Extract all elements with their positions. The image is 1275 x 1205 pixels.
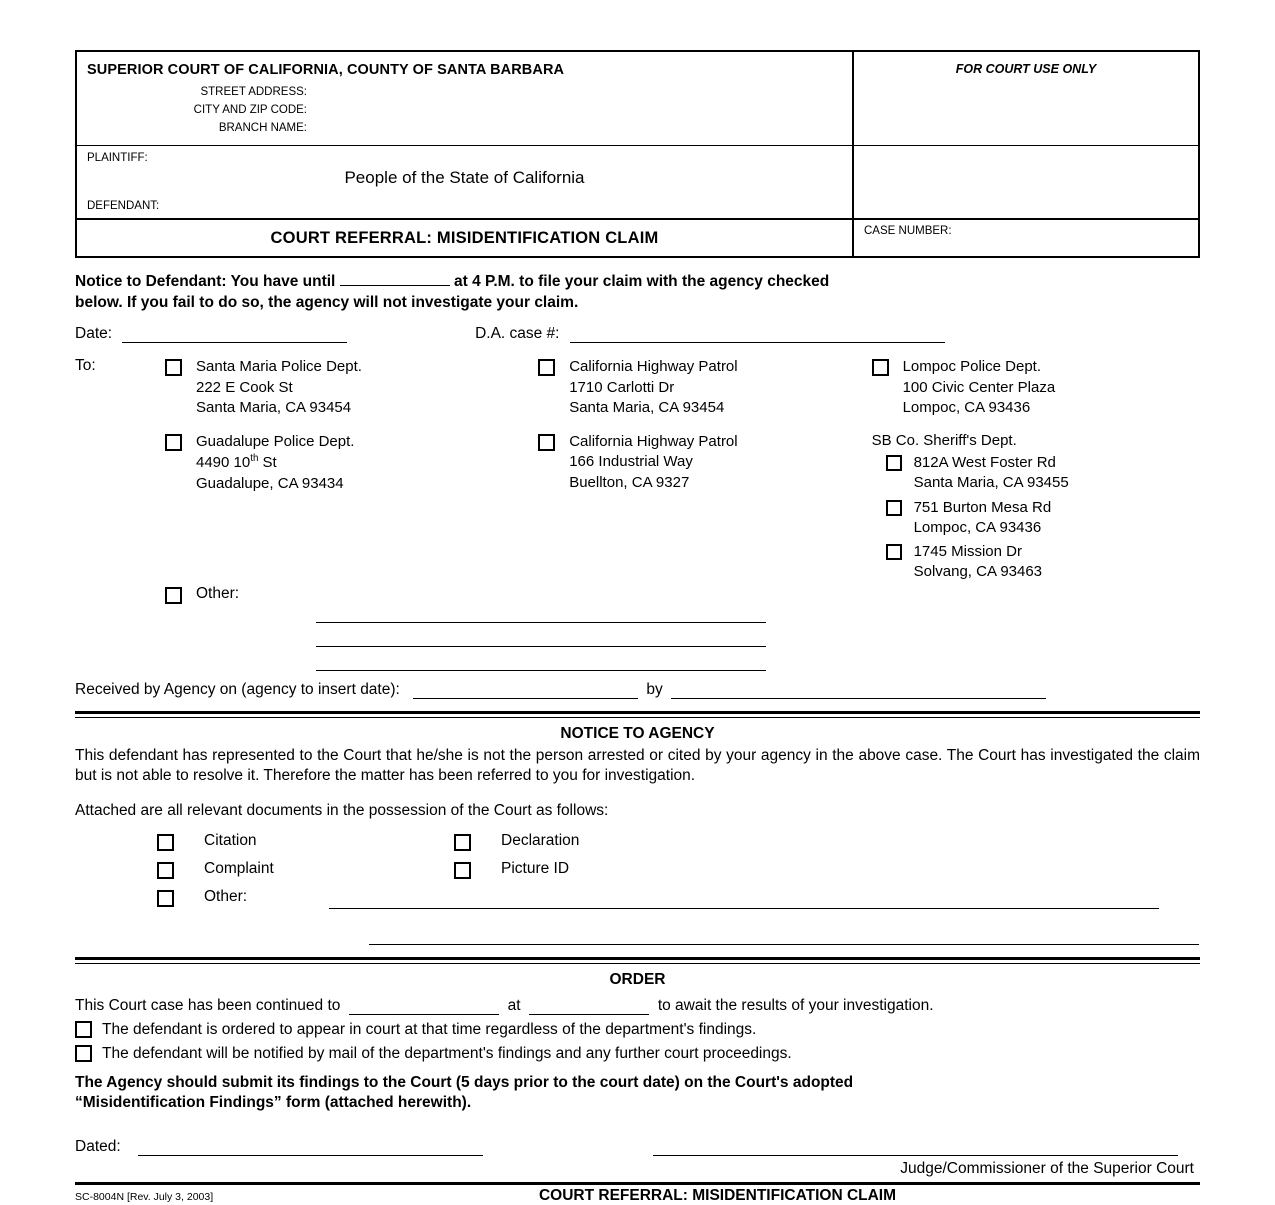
street-address-label: STREET ADDRESS: xyxy=(200,86,307,98)
defendant-label: DEFENDANT: xyxy=(87,200,160,213)
checkbox-guadalupe-pd[interactable] xyxy=(165,434,182,451)
notice-line1-a: Notice to Defendant: You have until xyxy=(75,273,336,291)
judge-signature-line[interactable] xyxy=(653,1154,1178,1156)
agency-option-chp-buellton[interactable] xyxy=(538,432,871,493)
city-zip-label: CITY AND ZIP CODE: xyxy=(193,103,307,116)
plaintiff-label: PLAINTIFF: xyxy=(87,152,148,165)
date-input-blank[interactable] xyxy=(122,342,347,343)
checkbox-attachment-other[interactable] xyxy=(157,890,174,907)
checkbox-chp-buellton[interactable] xyxy=(538,434,555,451)
attachment-label-complaint: Complaint xyxy=(204,859,274,877)
agency-column-1 xyxy=(165,357,538,586)
dated-blank[interactable] xyxy=(138,1155,483,1156)
attachment-label-citation: Citation xyxy=(204,831,257,849)
agency-findings-note xyxy=(75,1073,1200,1114)
attachments-list xyxy=(157,832,1200,945)
agency-columns xyxy=(165,357,1200,586)
received-by-label: by xyxy=(646,680,663,698)
agency-option-chp-santa-maria[interactable] xyxy=(538,357,871,418)
judge-label: Judge/Commissioner of the Superior Court xyxy=(900,1159,1194,1177)
branch-name-label: BRANCH NAME: xyxy=(218,121,307,134)
court-identity-block xyxy=(77,52,854,145)
agency-other-row[interactable] xyxy=(165,585,1200,671)
agency-text xyxy=(569,432,737,493)
agency-address-2: Lompoc, CA 93436 xyxy=(902,398,1031,416)
agency-address-2: Santa Maria, CA 93454 xyxy=(569,398,725,416)
sheriff-department-heading: SB Co. Sheriff's Dept. xyxy=(871,432,1017,450)
agency-address-2: Santa Maria, CA 93454 xyxy=(196,398,352,416)
footer xyxy=(75,1187,1200,1205)
notice-to-agency-body: This defendant has represented to the Court that he/she is not the person arrested or cited by your agency in the above case. The Court has investigated the claim but is not able to resolve it. Therefore the matter has been referred to you for investigation. xyxy=(75,746,1200,784)
agency-address-1: 812A West Foster Rd xyxy=(913,454,1056,472)
agency-name: California Highway Patrol xyxy=(569,358,738,376)
received-label: Received by Agency on (agency to insert date): xyxy=(75,680,400,698)
agency-selection-block xyxy=(75,357,1200,698)
order-heading: ORDER xyxy=(609,970,666,988)
agency-text xyxy=(569,357,737,418)
order-continued-label-c: to await the results of your investigation. xyxy=(657,996,934,1014)
agency-option-sheriff-santa-maria[interactable] xyxy=(886,453,1200,494)
agency-other-line-3[interactable] xyxy=(316,647,766,671)
order-continued-row xyxy=(75,997,1200,1015)
notice-line1-b: at 4 P.M. to file your claim with the agency checked xyxy=(453,273,830,291)
order-continued-label-a: This Court case has been continued to xyxy=(75,996,341,1014)
court-use-only-label: FOR COURT USE ONLY xyxy=(955,62,1097,76)
agency-text xyxy=(914,453,1069,494)
agency-text xyxy=(196,357,362,418)
order-continued-label-b: at xyxy=(507,996,521,1014)
order-option-2[interactable] xyxy=(75,1045,1200,1063)
agency-option-sheriff-solvang[interactable] xyxy=(886,542,1200,583)
checkbox-order-notify-by-mail[interactable] xyxy=(75,1045,92,1062)
plaintiff-name: People of the State of California xyxy=(344,168,585,188)
attachment-label-declaration: Declaration xyxy=(501,831,580,849)
agency-name: Santa Maria Police Dept. xyxy=(196,358,362,376)
agency-address-2: Guadalupe, CA 93434 xyxy=(196,474,344,492)
caption-right-blank xyxy=(854,146,1198,218)
agency-option-guadalupe-pd[interactable] xyxy=(165,432,538,494)
date-and-da-case-row xyxy=(75,325,1200,343)
attachment-row-1 xyxy=(157,832,1200,851)
caption-box xyxy=(75,50,1200,258)
court-name: SUPERIOR COURT OF CALIFORNIA, COUNTY OF SANTA BARBARA xyxy=(87,62,565,78)
agency-text xyxy=(914,498,1052,539)
agency-address-1: 751 Burton Mesa Rd xyxy=(913,498,1052,516)
checkbox-chp-santa-maria[interactable] xyxy=(538,359,555,376)
parties-row xyxy=(77,145,1198,218)
agency-other-line-2[interactable] xyxy=(316,623,766,647)
agency-name: Guadalupe Police Dept. xyxy=(196,433,355,451)
agency-text xyxy=(914,542,1042,583)
checkbox-santa-maria-pd[interactable] xyxy=(165,359,182,376)
agency-address-1: 222 E Cook St xyxy=(196,378,293,396)
checkbox-picture-id[interactable] xyxy=(454,862,471,879)
checkbox-lompoc-pd[interactable] xyxy=(872,359,889,376)
dated-label: Dated: xyxy=(75,1137,121,1155)
order-option-2-label: The defendant will be notified by mail of the department's findings and any further court proceedings. xyxy=(102,1044,792,1062)
parties-box xyxy=(77,146,854,218)
received-by-agency-row xyxy=(75,681,1200,699)
agency-address-2: Buellton, CA 9327 xyxy=(569,473,690,491)
attachment-other-line-1[interactable] xyxy=(329,888,1159,909)
checkbox-complaint[interactable] xyxy=(157,862,174,879)
notice-line2: below. If you fail to do so, the agency will not investigate your claim. xyxy=(75,293,579,311)
court-address-labels xyxy=(77,82,852,145)
notice-to-agency-heading: NOTICE TO AGENCY xyxy=(560,724,715,742)
court-use-only-box xyxy=(854,52,1198,145)
agency-name: Lompoc Police Dept. xyxy=(902,358,1041,376)
checkbox-declaration[interactable] xyxy=(454,834,471,851)
order-option-1-label: The defendant is ordered to appear in court at that time regardless of the department's findings. xyxy=(102,1020,757,1038)
caption-top-row xyxy=(77,52,1198,145)
da-case-input-blank[interactable] xyxy=(570,342,945,343)
checkbox-sheriff-solvang[interactable] xyxy=(886,544,902,560)
agency-name: California Highway Patrol xyxy=(569,433,738,451)
agency-other-label: Other: xyxy=(196,584,240,602)
agency-other-lines xyxy=(316,585,766,671)
agency-findings-note-line-1: The Agency should submit its findings to the Court (5 days prior to the court date) on the Court's adopted xyxy=(75,1073,854,1091)
attachment-other-line-2[interactable] xyxy=(369,918,1199,945)
agency-address-1: 1745 Mission Dr xyxy=(913,543,1022,561)
agency-other-line-1[interactable] xyxy=(316,599,766,623)
order-continued-date-blank[interactable] xyxy=(349,1014,499,1015)
to-label: To: xyxy=(75,357,96,375)
agency-text xyxy=(196,432,354,494)
divider-order xyxy=(75,957,1200,964)
checkbox-order-appear[interactable] xyxy=(75,1021,92,1038)
agency-address-1: 1710 Carlotti Dr xyxy=(569,378,675,396)
attachments-intro: Attached are all relevant documents in the possession of the Court as follows: xyxy=(75,801,609,819)
agency-address-1: 100 Civic Center Plaza xyxy=(902,378,1056,396)
received-date-blank[interactable] xyxy=(413,698,638,699)
court-form xyxy=(75,50,1200,1205)
dated-signature-row xyxy=(75,1138,1200,1156)
agency-text xyxy=(903,357,1056,418)
notice-to-defendant xyxy=(75,272,1200,313)
case-number-label: CASE NUMBER: xyxy=(864,225,952,238)
form-title: COURT REFERRAL: MISIDENTIFICATION CLAIM xyxy=(270,228,659,247)
agency-address-2: Santa Maria, CA 93455 xyxy=(913,474,1069,492)
agency-address-2: Lompoc, CA 93436 xyxy=(913,518,1042,536)
agency-option-santa-maria-pd[interactable] xyxy=(165,357,538,418)
agency-option-lompoc-pd[interactable] xyxy=(872,357,1200,418)
da-case-label: D.A. case #: xyxy=(475,325,560,343)
order-option-1[interactable] xyxy=(75,1021,1200,1039)
attachment-row-2 xyxy=(157,860,1200,879)
agency-address-1: 4490 10th St xyxy=(196,453,277,472)
checkbox-sheriff-lompoc[interactable] xyxy=(886,500,902,516)
checkbox-sheriff-santa-maria[interactable] xyxy=(886,455,902,471)
agency-address-2: Solvang, CA 93463 xyxy=(913,563,1043,581)
form-title-row xyxy=(77,218,1198,256)
footer-divider xyxy=(75,1182,1200,1185)
checkbox-citation[interactable] xyxy=(157,834,174,851)
attachment-other-label: Other: xyxy=(204,887,248,905)
footer-title: COURT REFERRAL: MISIDENTIFICATION CLAIM xyxy=(538,1186,897,1204)
received-by-blank[interactable] xyxy=(671,698,1046,699)
attachment-label-picture-id: Picture ID xyxy=(501,859,570,877)
agency-option-sheriff-lompoc[interactable] xyxy=(886,498,1200,539)
agency-address-1: 166 Industrial Way xyxy=(569,453,693,471)
order-continued-time-blank[interactable] xyxy=(529,1014,649,1015)
date-label: Date: xyxy=(75,325,113,343)
form-title-box xyxy=(77,220,854,256)
divider-notice-to-agency xyxy=(75,711,1200,718)
form-number: SC-8004N [Rev. July 3, 2003] xyxy=(75,1190,214,1203)
deadline-date-blank[interactable] xyxy=(340,285,450,286)
attachment-row-other xyxy=(157,888,1200,909)
checkbox-agency-other[interactable] xyxy=(165,587,182,604)
agency-column-3 xyxy=(872,357,1200,586)
agency-column-2 xyxy=(538,357,871,586)
agency-findings-note-line-2: “Misidentification Findings” form (attached herewith). xyxy=(75,1094,472,1112)
